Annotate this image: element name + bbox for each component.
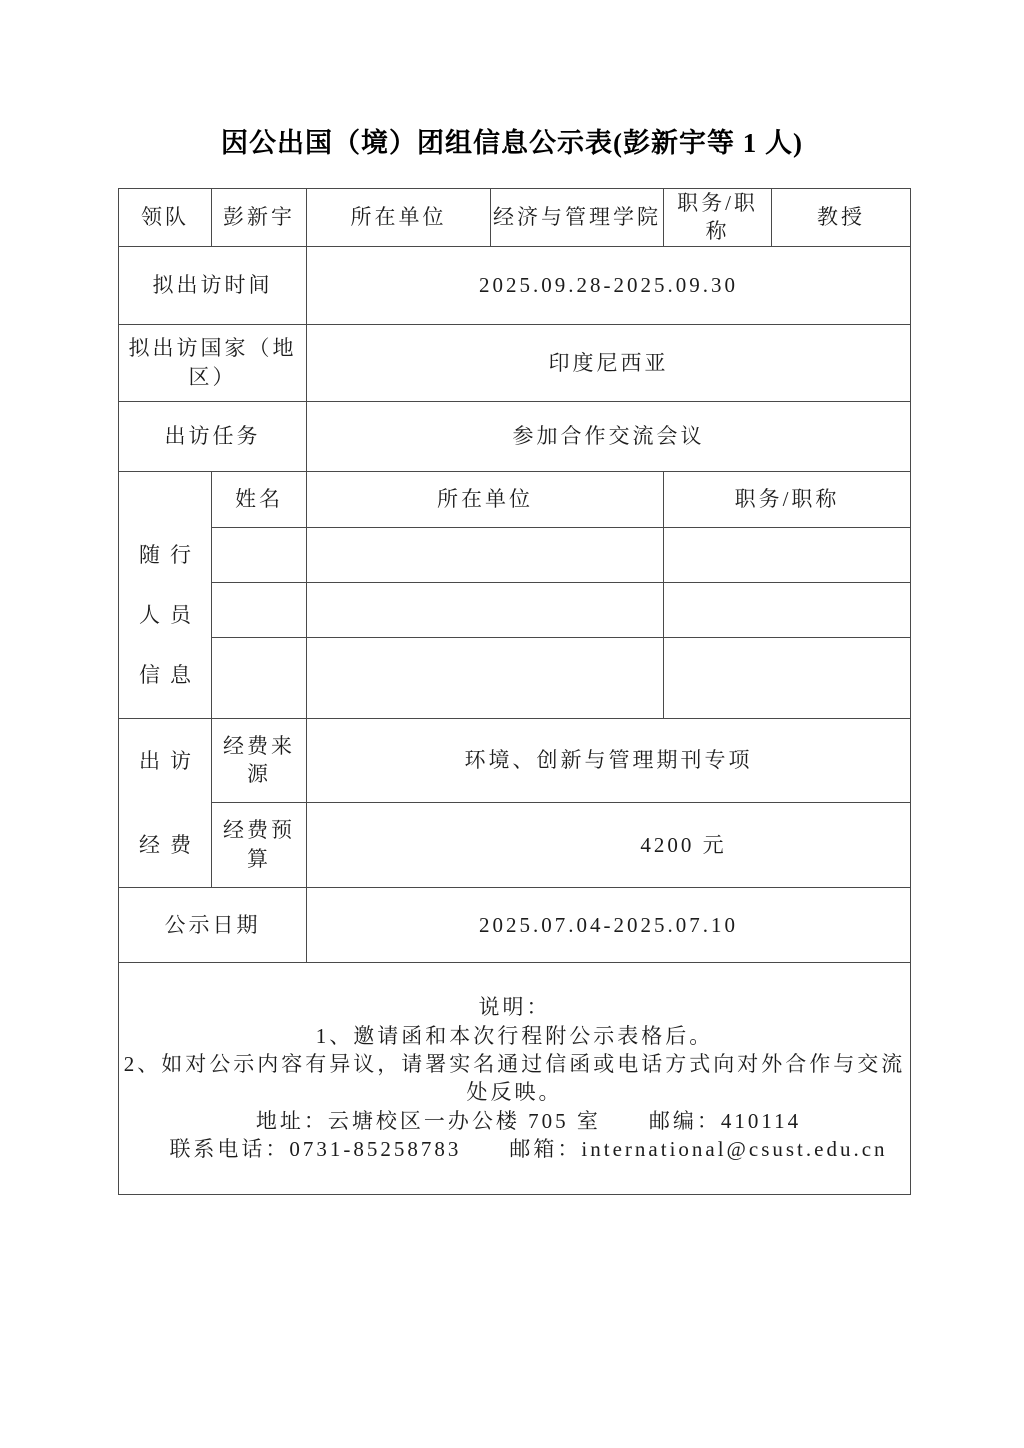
entourage-header-name: 姓名 [212, 471, 307, 527]
entourage-row [119, 527, 911, 582]
entourage-label-line: 信息 [139, 662, 201, 687]
entourage-header-unit: 所在单位 [307, 471, 664, 527]
publicity-date-row [119, 887, 911, 962]
notes-item: 2、如对公示内容有异议，请署实名通过信函或电话方式向对外合作与交流处反映。 [123, 1051, 906, 1105]
funding-source-row [119, 718, 911, 802]
notes-address-line: 地址：云塘校区一办公楼 705 室 邮编：410114 [255, 1108, 802, 1133]
destination-row [119, 324, 911, 401]
notes-heading: 说明： [478, 995, 551, 1020]
entourage-label-line: 人员 [139, 602, 201, 627]
funding-section-label [119, 718, 212, 887]
funding-label-stack [121, 719, 209, 887]
entourage-row [119, 582, 911, 637]
leader-label: 领队 [119, 189, 212, 247]
funding-label-line: 出访 [139, 748, 201, 773]
leader-post: 教授 [772, 189, 911, 247]
visit-time-value: 2025.09.28-2025.09.30 [307, 246, 911, 324]
mission-value: 参加合作交流会议 [307, 401, 911, 471]
destination-label: 拟出访国家（地区） [119, 324, 307, 401]
funding-source-value: 环境、创新与管理期刊专项 [307, 718, 911, 802]
funding-label-line: 经费 [139, 832, 201, 857]
notes-item: 1、邀请函和本次行程附公示表格后。 [315, 1023, 714, 1048]
leader-row [119, 189, 911, 247]
entourage-unit-cell [307, 582, 664, 637]
destination-value: 印度尼西亚 [307, 324, 911, 401]
visit-time-row [119, 246, 911, 324]
entourage-post-cell [664, 582, 911, 637]
mission-row [119, 401, 911, 471]
entourage-name-cell [212, 637, 307, 718]
entourage-label-stack [121, 485, 209, 705]
entourage-unit-cell [307, 637, 664, 718]
mission-label: 出访任务 [119, 401, 307, 471]
page-title: 因公出国（境）团组信息公示表(彭新宇等 1 人) [221, 128, 803, 158]
visit-time-label: 拟出访时间 [119, 246, 307, 324]
funding-budget-label: 经费预算 [212, 802, 307, 887]
publicity-date-label: 公示日期 [119, 887, 307, 962]
notes-row [119, 962, 911, 1194]
entourage-name-cell [212, 527, 307, 582]
entourage-section-label [119, 471, 212, 718]
entourage-header-row [119, 471, 911, 527]
entourage-header-post: 职务/职称 [664, 471, 911, 527]
funding-source-label: 经费来源 [212, 718, 307, 802]
entourage-name-cell [212, 582, 307, 637]
entourage-unit-cell [307, 527, 664, 582]
leader-name: 彭新宇 [212, 189, 307, 247]
entourage-post-cell [664, 527, 911, 582]
funding-budget-row [119, 802, 911, 887]
funding-budget-value: 4200 元 [307, 802, 911, 887]
entourage-label-line: 随行 [139, 542, 201, 567]
entourage-row [119, 637, 911, 718]
leader-unit: 经济与管理学院 [491, 189, 664, 247]
publicity-date-value: 2025.07.04-2025.07.10 [307, 887, 911, 962]
notes-cell [119, 962, 911, 1194]
leader-post-label: 职务/职称 [664, 189, 772, 247]
notes-contact-line: 联系电话：0731-85258783 邮箱：international@csust.edu.cn [169, 1136, 888, 1161]
leader-unit-label: 所在单位 [307, 189, 491, 247]
trip-info-table [118, 188, 911, 1195]
entourage-post-cell [664, 637, 911, 718]
